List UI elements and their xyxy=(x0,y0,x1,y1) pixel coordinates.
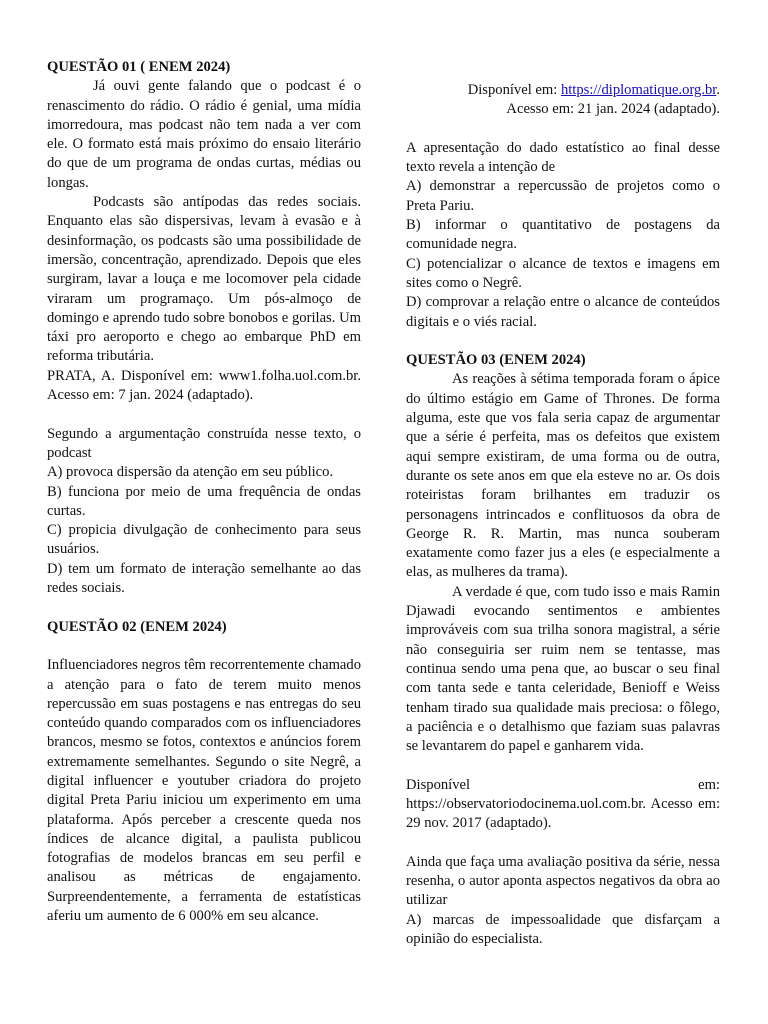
question-2-access-date: Acesso em: 21 jan. 2024 (adaptado). xyxy=(506,101,720,118)
question-3-paragraph-2: A verdade é que, com tudo isso e mais Ramin Djawadi evocando sentimentos e ambientes improváveis com sua trilha sonora magistral, a série não conseguiria ser ruim nem se tentasse, mas continua sendo uma pena que, ao buscar o seu final com tanta sede e tanta celeridade, Benioff e Weiss tenham tirado sua qualidade mais preciosa: o fôlego, a paciência e o detalhismo que faziam suas palavras se levantarem do papel e ganharem vida. xyxy=(406,583,720,755)
question-1-source: PRATA, A. Disponível em: www1.folha.uol.com.br. Acesso em: 7 jan. 2024 (adaptado). xyxy=(47,367,361,404)
question-2-option-c[interactable]: C) potencializar o alcance de textos e imagens em sites como o Negrê. xyxy=(406,255,720,291)
question-3-paragraph-1: As reações à sétima temporada foram o ápice do último estágio em Game of Thrones. De forma alguma, este que vos fala seria capaz de argumentar que a série é perfeita, mas os defeitos que existem aqui sempre existiram, de uma forma ou de outra, durante os sete anos em que ela esteve no ar. Os dois roteiristas foram brilhantes em traduzir os personagens intrincados e conflituosos da obra de George R. R. Martin, mas nunca souberam exatamente como fazer jus a eles (e especialmente a elas, as mulheres da trama). xyxy=(406,371,720,581)
question-2-option-b[interactable]: B) informar o quantitativo de postagens da comunidade negra. xyxy=(406,217,720,253)
question-2-option-a[interactable]: A) demonstrar a repercussão de projetos como o Preta Pariu. xyxy=(406,178,720,214)
right-column xyxy=(406,81,720,949)
question-2-stem: A apresentação do dado estatístico ao final desse texto revela a intenção de xyxy=(406,139,720,176)
question-1-option-a[interactable]: A) provoca dispersão da atenção em seu público. xyxy=(47,464,334,481)
question-1-option-c[interactable]: C) propicia divulgação de conhecimento para seus usuários. xyxy=(47,522,361,558)
question-3-source: Disponível em: https://observatoriodocinema.uol.com.br. Acesso em: 29 nov. 2017 (adaptado). xyxy=(406,776,720,832)
question-1-paragraph-2: Podcasts são antípodas das redes sociais. Enquanto elas são dispersivas, levam à evasão e à desinformação, os podcasts são uma possibilidade de imersão, concentração, aprendizado. Depois que eles surgiram, lavar a louça e me locomover pela cidade viraram um programaço. Um pós-almoço de domingo e aprendo tudo sobre bonobos e gorilas. Um táxi pro aeroporto e chego ao embarque PhD em reforma tributária. xyxy=(47,194,361,365)
question-1-paragraph-1: Já ouvi gente falando que o podcast é o renascimento do rádio. O rádio é genial, uma mídia imorredoura, mas podcast não tem nada a ver com ele. O formato está mais próximo do ensaio literário do que de um programa de ondas curtas, médias ou longas. xyxy=(47,78,361,191)
question-1-option-b[interactable]: B) funciona por meio de uma frequência de ondas curtas. xyxy=(47,483,361,519)
question-2-title: QUESTÃO 02 (ENEM 2024) xyxy=(47,618,227,635)
question-2-source-suffix: . xyxy=(716,82,720,98)
question-2-source xyxy=(406,81,720,100)
question-2-paragraph: Influenciadores negros têm recorrentemente chamado a atenção para o fato de terem muito menos repercussão em suas postagens e nas entregas do seu conteúdo quando comparados com os influenciadores brancos, mesmo se fotos, contextos e anúncios forem extremamente semelhantes. Segundo o site Negrê, a digital influencer e youtuber criadora do projeto digital Preta Pariu iniciou um experimento em uma plataforma. Após perceber a crescente queda nos índices de alcance digital, a paulista publicou fotografias de modelos brancas em seu perfil e analisou as métricas de engajamento. Surpreendentemente, a ferramenta de estatísticas aferiu um aumento de 6 000% em seu alcance. xyxy=(47,657,361,925)
question-3-title: QUESTÃO 03 (ENEM 2024) xyxy=(406,352,586,369)
source-link[interactable]: https://diplomatique.org.br xyxy=(560,82,717,98)
question-1-stem: Segundo a argumentação construída nesse texto, o podcast xyxy=(47,425,361,461)
question-1-option-d[interactable]: D) tem um formato de interação semelhante ao das redes sociais. xyxy=(47,560,361,597)
left-column xyxy=(47,58,361,926)
question-2-source-prefix: Disponível em: xyxy=(467,82,561,98)
question-1-title: QUESTÃO 01 ( ENEM 2024) xyxy=(47,59,231,75)
question-3-stem: Ainda que faça uma avaliação positiva da série, nessa resenha, o autor aponta aspectos negativos da obra ao utilizar xyxy=(406,853,720,909)
question-3-option-a[interactable]: A) marcas de impessoalidade que disfarçam a opinião do especialista. xyxy=(406,911,720,948)
question-2-option-d[interactable]: D) comprovar a relação entre o alcance de conteúdos digitais e o viés racial. xyxy=(406,294,720,330)
